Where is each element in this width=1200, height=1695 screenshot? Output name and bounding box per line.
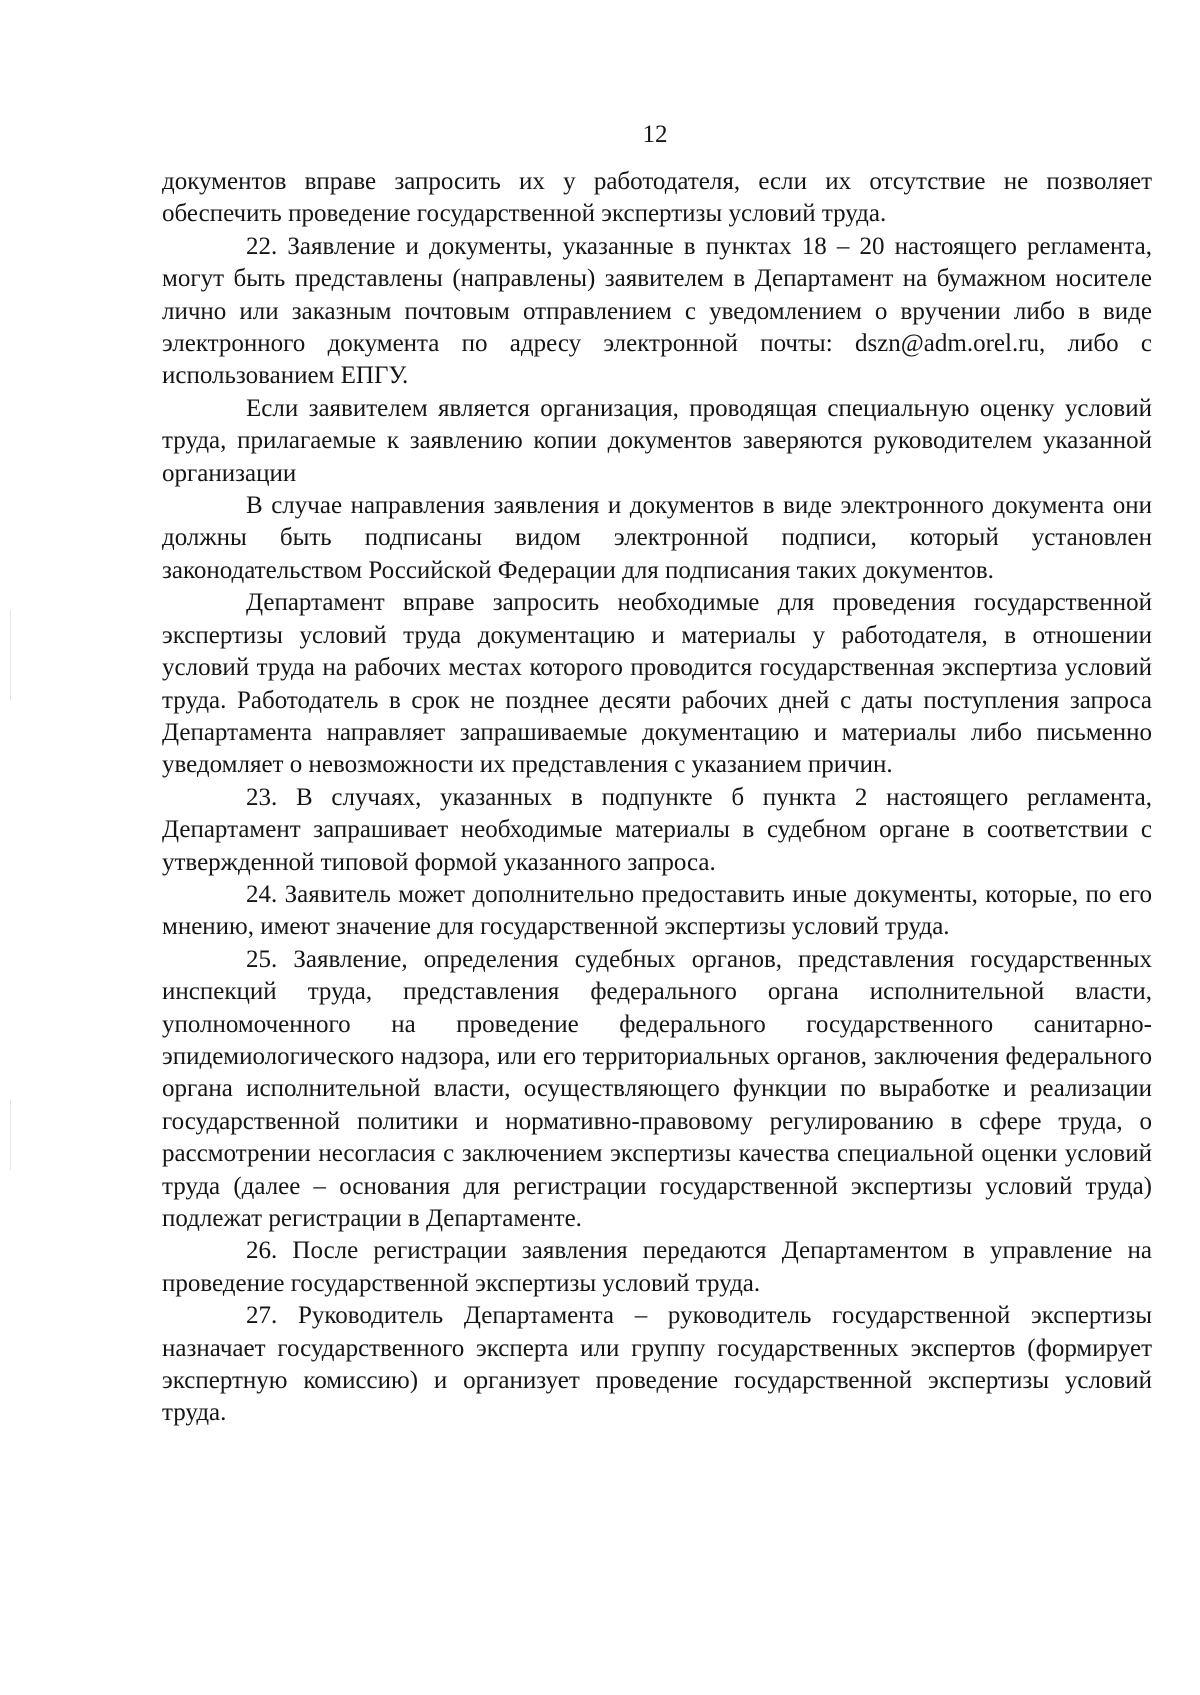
paragraph-27: 27. Руководитель Департамента – руководитель государственной экспертизы назначает государственного эксперта или группу государственных экспертов (формирует экспертную комиссию) и организует проведение государственной экспертизы условий труда. xyxy=(162,1302,1152,1427)
paragraph-22-electronic: В случае направления заявления и документов в виде электронного документа они должны быть подписаны видом электронной подписи, который установлен законодательством Российской Федерации для подписания таких документов. xyxy=(162,492,1152,584)
paragraph-23: 23. В случаях, указанных в подпункте б пункта 2 настоящего регламента, Департамент запрашивает необходимые материалы в судебном органе в соответствии с утвержденной типовой формой указанного запроса. xyxy=(162,783,1152,876)
page-number: 12 xyxy=(642,121,668,148)
paragraph-22-request: Департамент вправе запросить необходимые для проведения государственной экспертизы условий труда документацию и материалы у работодателя, в отношении условий труда на рабочих местах которого проводится государственная экспертиза условий труда. Работодатель в срок не позднее десяти рабочих дней с даты поступления запроса Департамента направляет запрашиваемые документацию и материалы либо письменно уведомляет о невозможности их представления с указанием причин. xyxy=(162,589,1152,779)
paragraph-22: 22. Заявление и документы, указанные в пунктах 18 – 20 настоящего регламента, могут быть представлены (направлены) заявителем в Департамент на бумажном носителе лично или заказным почтовым отправлением с уведомлением о вручении либо в виде электронного документа по адресу электронной почты: dszn@adm.orel.ru, либо с использованием ЕПГУ. xyxy=(162,232,1152,390)
scan-edge-mark xyxy=(10,1100,11,1170)
paragraph-25: 25. Заявление, определения судебных органов, представления государственных инспекций труда, представления федерального органа исполнительной власти, уполномоченного на проведение федерального государственного санитарно-эпидемиологического надзора, или его территориальных органов, заключения федерального органа исполнительной власти, осуществляющего функции по выработке и реализации государственной политики и нормативно-правовому регулированию в сфере труда, о рассмотрении несогласия с заключением экспертизы качества специальной оценки условий труда (далее – основания для регистрации государственной экспертизы условий труда) подлежат регистрации в Департаменте. xyxy=(162,945,1152,1232)
scan-edge-mark xyxy=(10,610,11,700)
paragraph-26: 26. После регистрации заявления передаются Департаментом в управление на проведение государственной экспертизы условий труда. xyxy=(162,1237,1152,1297)
paragraph-continuation: документов вправе запросить их у работодателя, если их отсутствие не позволяет обеспечить проведение государственной экспертизы условий труда. xyxy=(162,168,1152,228)
paragraph-22-organization: Если заявителем является организация, проводящая специальную оценку условий труда, прилагаемые к заявлению копии документов заверяются руководителем указанной организации xyxy=(162,394,1152,487)
document-body xyxy=(162,166,1152,1430)
paragraph-24: 24. Заявитель может дополнительно предоставить иные документы, которые, по его мнению, имеют значение для государственной экспертизы условий труда. xyxy=(162,880,1152,941)
